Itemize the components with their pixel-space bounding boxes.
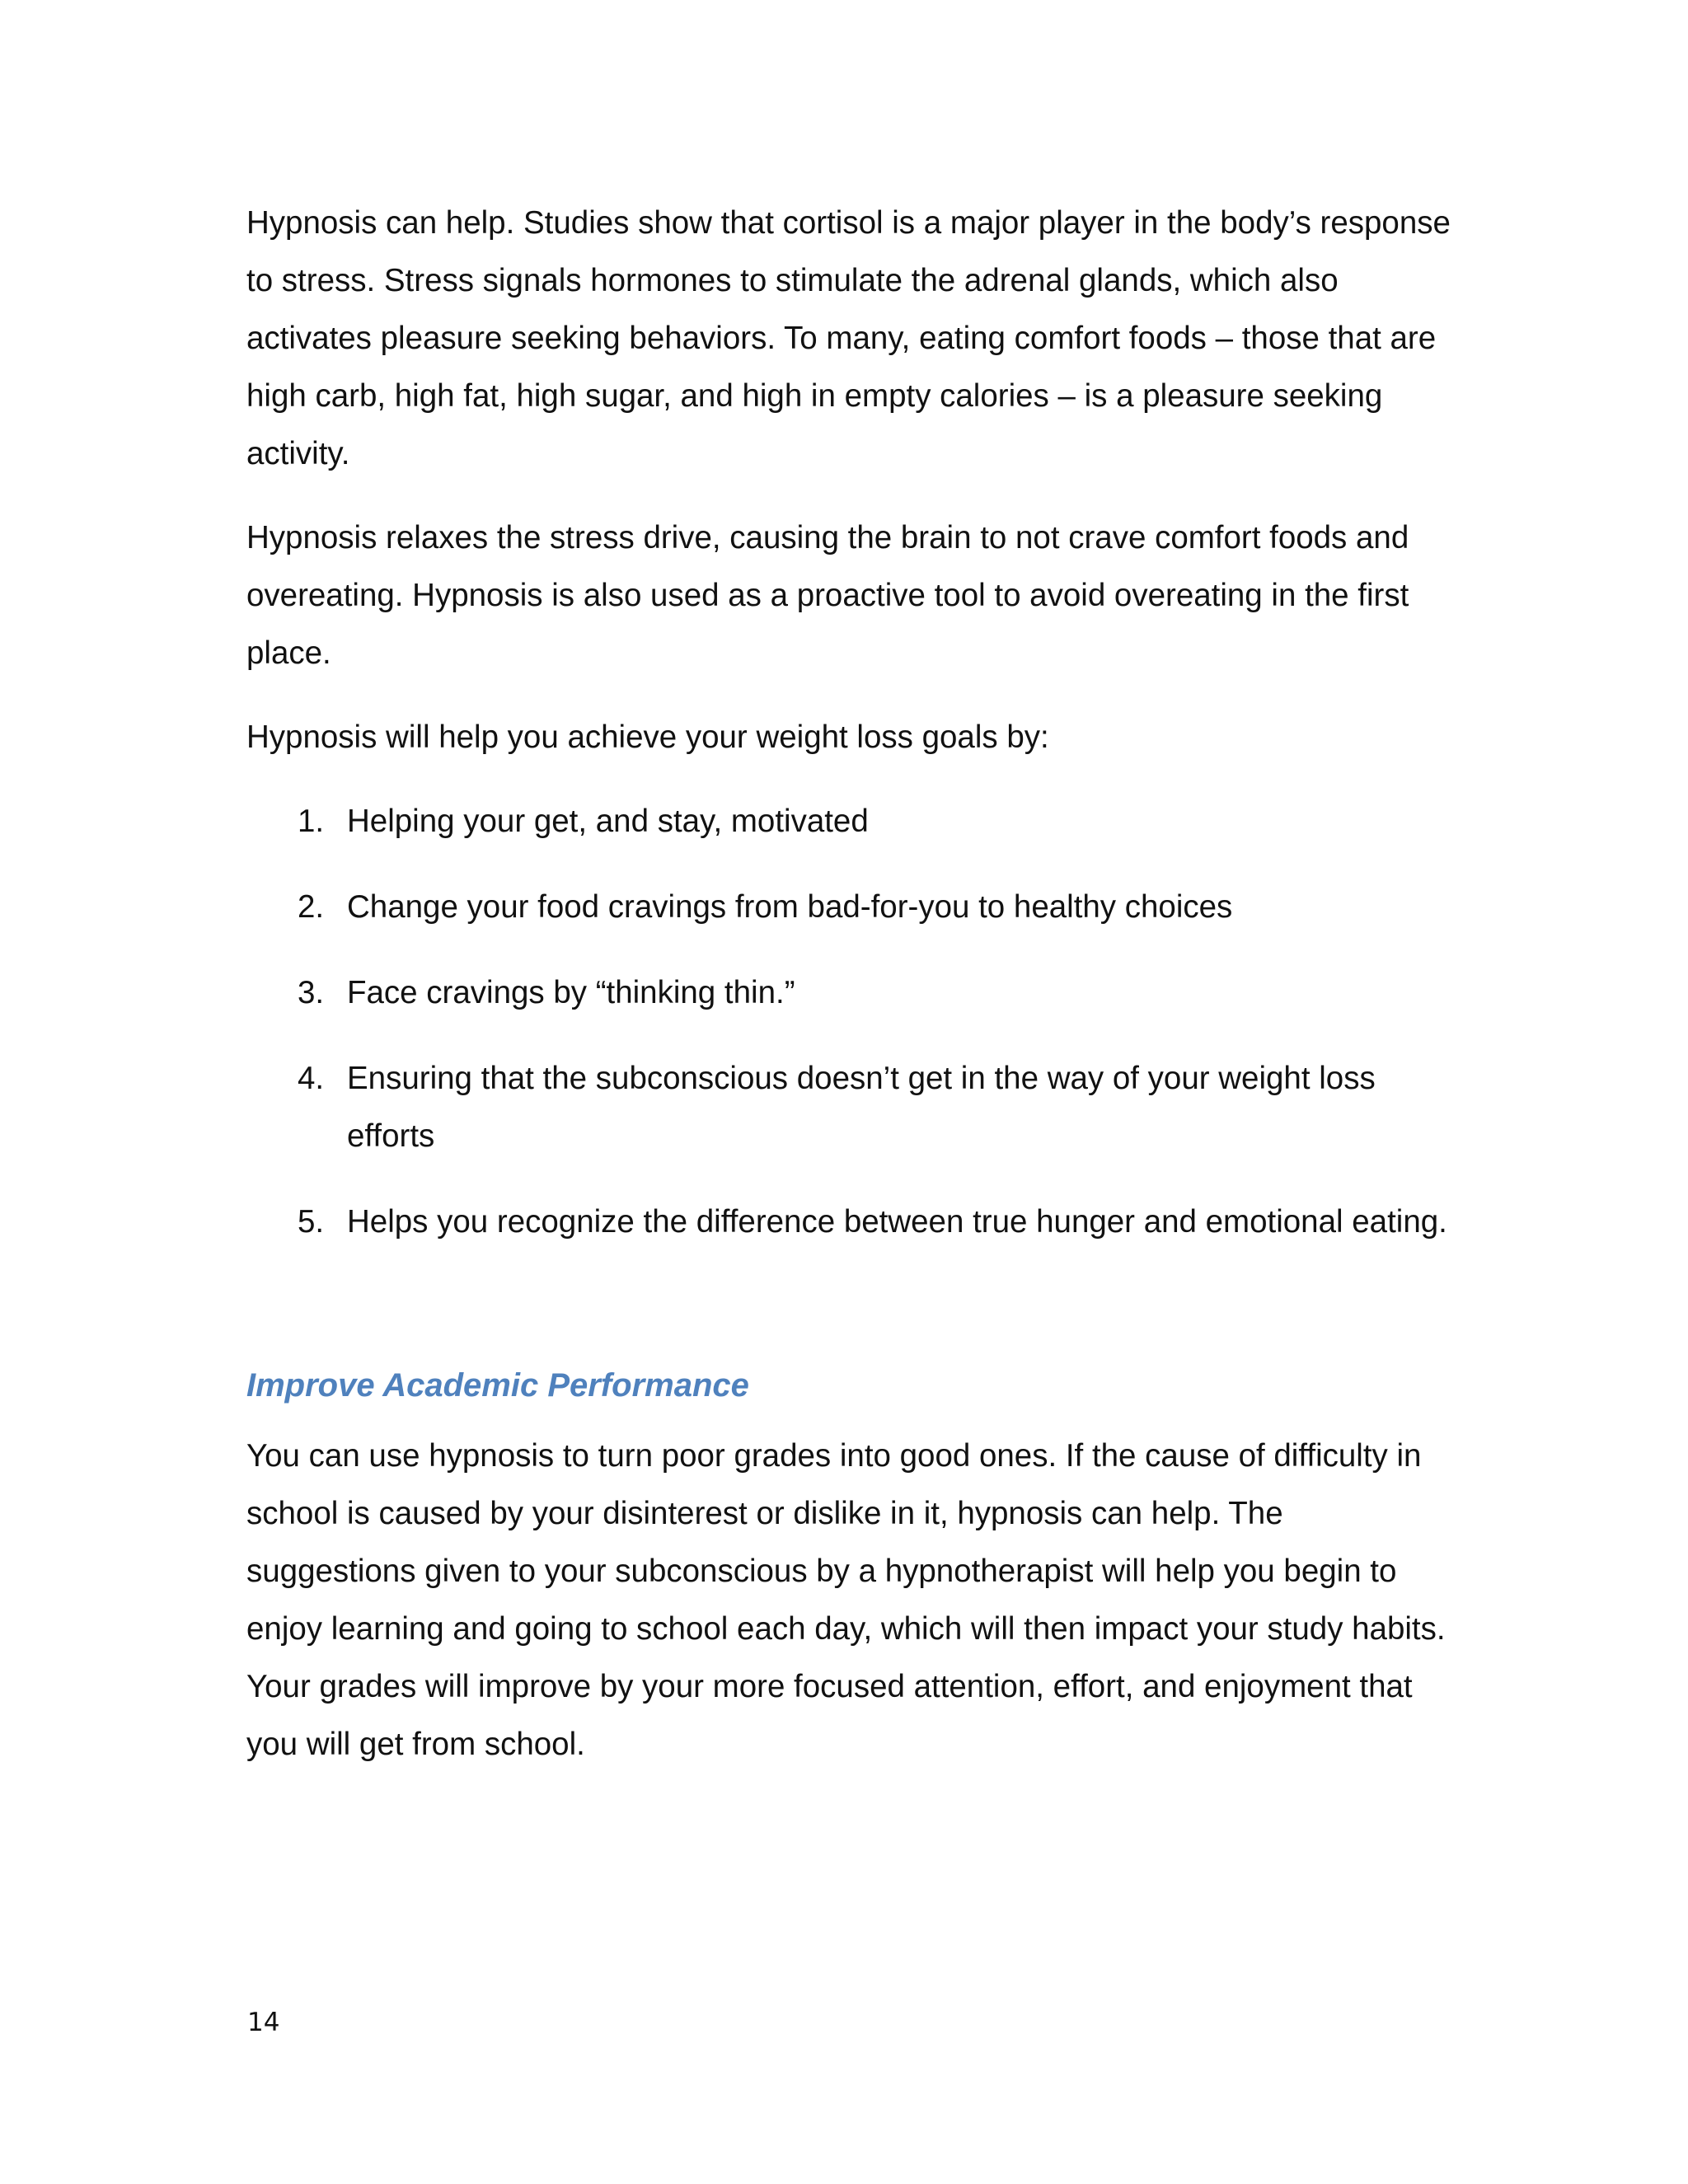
paragraph-cortisol: Hypnosis can help. Studies show that cortisol is a major player in the body’s response to stress. Stress signals hormones to stimulate the adrenal glands, which also activates pleasure seeking behaviors. To many, eating comfort foods – those that are high carb, high fat, high sugar, and high in empty calories – is a pleasure seeking activity. xyxy=(246,205,1451,471)
list-item-text: Face cravings by “thinking thin.” xyxy=(347,975,795,1010)
page-content xyxy=(246,194,1458,1774)
weight-loss-goals-list xyxy=(246,793,1458,1251)
list-item-text: Helping your get, and stay, motivated xyxy=(347,804,869,839)
list-item-number: 2. xyxy=(298,889,325,925)
page-number: 14 xyxy=(247,2008,280,2037)
list-item xyxy=(246,964,1458,1022)
list-item xyxy=(246,1193,1458,1251)
list-item xyxy=(246,879,1458,936)
paragraph-list-intro: Hypnosis will help you achieve your weight loss goals by: xyxy=(246,719,1049,755)
list-item-number: 1. xyxy=(298,804,325,839)
list-item xyxy=(246,793,1458,851)
paragraph-stress-drive: Hypnosis relaxes the stress drive, causing the brain to not crave comfort foods and overeating. Hypnosis is also used as a proactive tool to avoid overeating in the first place. xyxy=(246,520,1409,671)
list-item xyxy=(246,1050,1458,1165)
list-item-text: Change your food cravings from bad-for-you to healthy choices xyxy=(347,889,1233,925)
list-item-text: Helps you recognize the difference between true hunger and emotional eating. xyxy=(347,1204,1447,1240)
list-item-number: 5. xyxy=(298,1204,325,1240)
section-heading: Improve Academic Performance xyxy=(246,1367,749,1404)
paragraph-academic: You can use hypnosis to turn poor grades into good ones. If the cause of difficulty in school is caused by your disinterest or dislike in it, hypnosis can help. The suggestions given to your subconscious by a hypnotherapist will help you begin to enjoy learning and going to school each day, which will then impact your study habits. Your grades will improve by your more focused attention, effort, and enjoyment that you will get from school. xyxy=(246,1438,1446,1762)
list-item-number: 4. xyxy=(298,1061,325,1096)
list-item-number: 3. xyxy=(298,975,325,1010)
list-item-text: Ensuring that the subconscious doesn’t get in the way of your weight loss efforts xyxy=(347,1061,1376,1154)
